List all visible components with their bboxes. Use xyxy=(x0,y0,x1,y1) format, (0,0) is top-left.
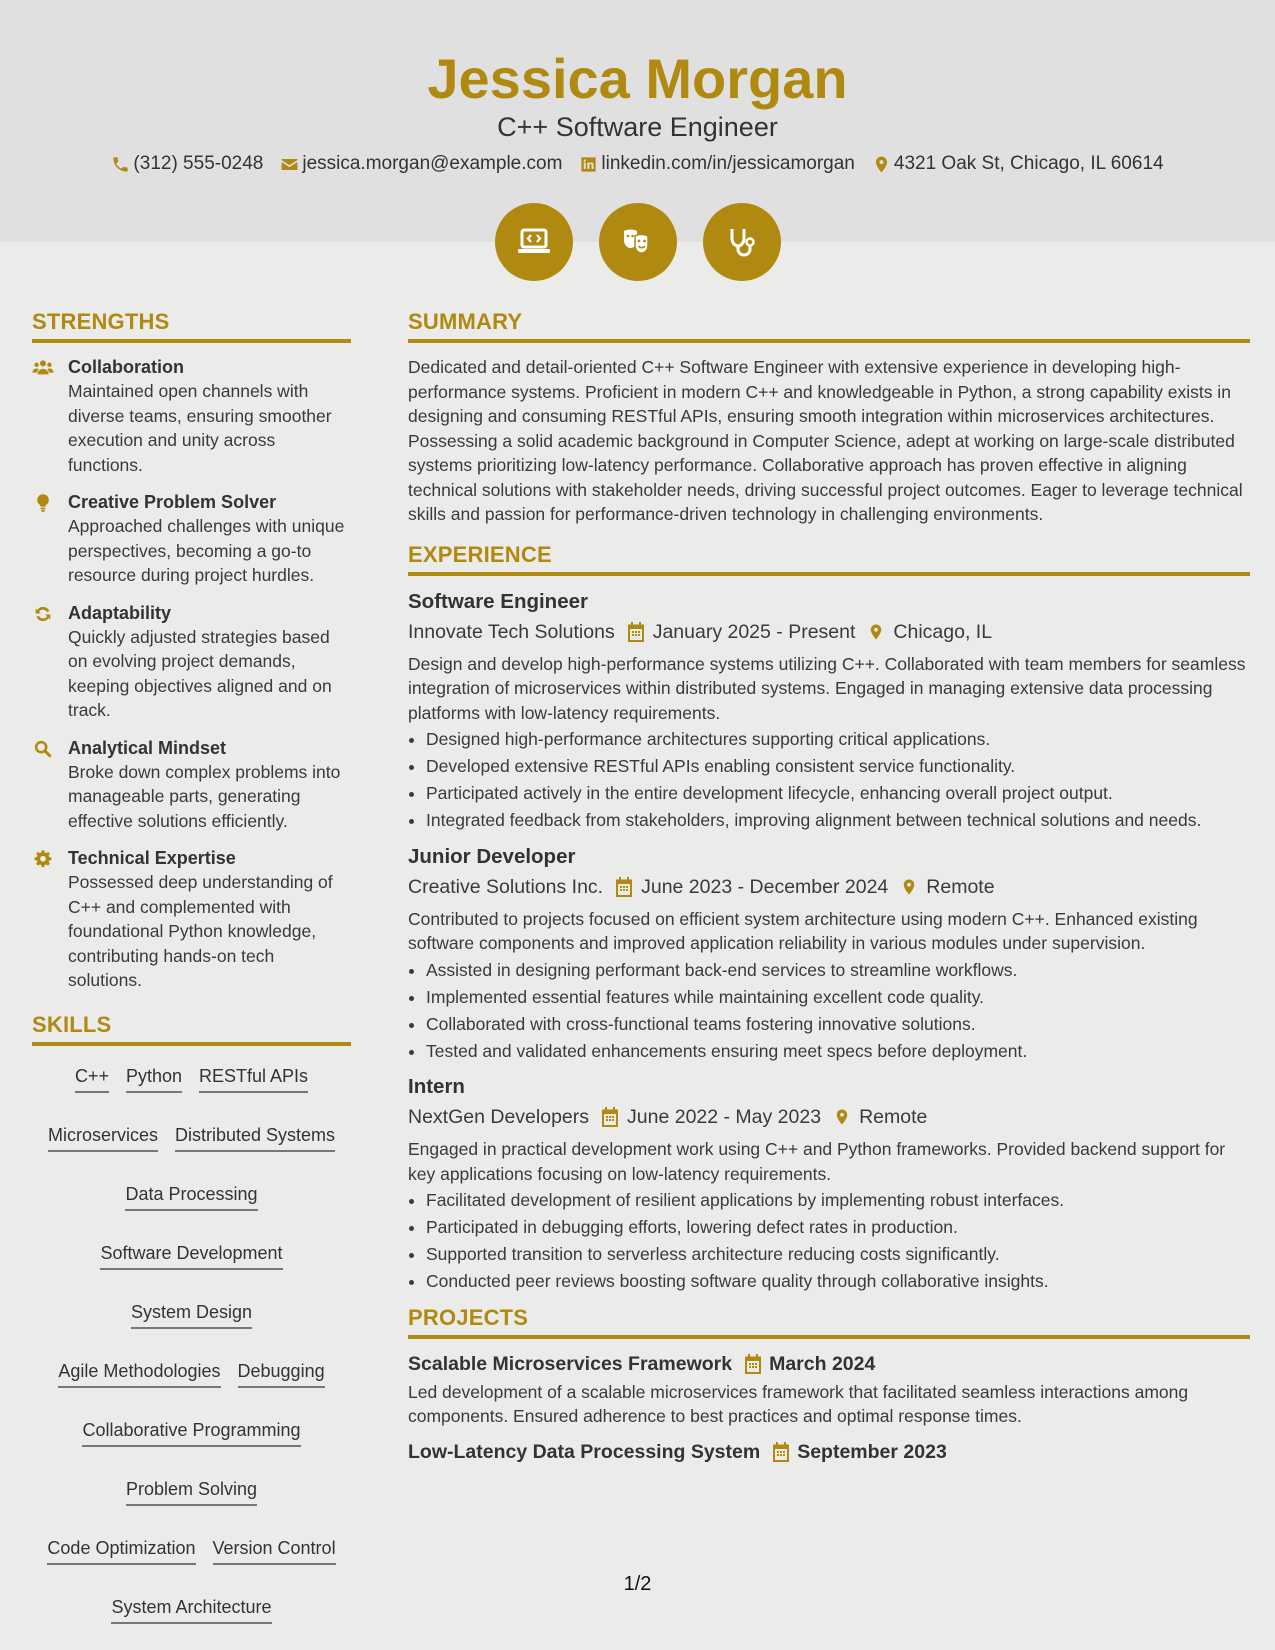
project-date: September 2023 xyxy=(797,1440,947,1463)
bullet-item: • Facilitated development of resilient applications by implementing robust interfaces. xyxy=(426,1188,1250,1213)
calendar-icon xyxy=(744,1354,762,1374)
strength-title: Technical Expertise xyxy=(68,848,236,868)
search-icon xyxy=(32,739,54,759)
skill-tag: Problem Solving xyxy=(126,1477,257,1506)
bullet-item: • Conducted peer reviews boosting software quality through collaborative insights. xyxy=(426,1269,1250,1294)
bullet-item: • Assisted in designing performant back-end services to streamline workflows. xyxy=(426,958,1250,983)
badge-stethoscope xyxy=(703,203,781,281)
strengths-heading: STRENGTHS xyxy=(32,308,351,343)
strength-title: Analytical Mindset xyxy=(68,737,227,758)
job-location: Remote xyxy=(859,1106,928,1128)
strength-title: Collaboration xyxy=(68,357,184,377)
contact-linkedin[interactable] xyxy=(579,151,854,177)
map-pin-icon xyxy=(833,1107,851,1127)
job-location: Remote xyxy=(926,875,995,898)
job-dates: June 2023 - December 2024 xyxy=(641,875,889,898)
skill-tag: RESTful APIs xyxy=(199,1064,308,1093)
laptop-code-icon xyxy=(514,222,554,262)
skill-tag: Software Development xyxy=(100,1241,282,1270)
strength-title: Creative Problem Solver xyxy=(68,492,277,512)
strength-item xyxy=(32,846,351,993)
job-location: Chicago, IL xyxy=(893,620,993,643)
contact-address xyxy=(872,151,1164,177)
bullet-item: • Participated in debugging efforts, lowering defect rates in production. xyxy=(426,1215,1250,1240)
lightbulb-icon xyxy=(32,493,54,513)
skill-tag: Microservices xyxy=(48,1123,158,1152)
badge-masks xyxy=(599,203,677,281)
job-description: Contributed to projects focused on efficient system architecture using modern C++. Enhanced existing software components and improved application reliability in various modules under supervision. xyxy=(408,908,1198,953)
job-company: NextGen Developers xyxy=(408,1106,590,1128)
gear-icon xyxy=(32,849,54,869)
map-pin-icon xyxy=(900,877,918,897)
calendar-icon xyxy=(601,1107,619,1127)
job-description: Design and develop high-performance systems utilizing C++. Collaborated with team members for seamless integration of microservices within distributed systems. Engaged in managing extensive data processing platforms with low-latency requirements. xyxy=(408,653,1246,723)
strength-desc: Approached challenges with unique perspectives, becoming a go-to resource during project hurdles. xyxy=(68,516,345,585)
job-meta xyxy=(408,618,1250,646)
project-name: Low-Latency Data Processing System xyxy=(408,1440,761,1463)
skill-tag: System Design xyxy=(131,1300,252,1329)
skill-tag: System Architecture xyxy=(111,1595,271,1624)
strength-item xyxy=(32,355,351,477)
bullet-item: • Designed high-performance architectures supporting critical applications. xyxy=(426,727,1250,752)
candidate-role: C++ Software Engineer xyxy=(497,112,778,142)
skill-tag: Python xyxy=(126,1064,182,1093)
job-bullets xyxy=(408,1188,1250,1294)
job-title: Junior Developer xyxy=(408,844,576,868)
right-column xyxy=(408,308,1250,1475)
job-company: Creative Solutions Inc. xyxy=(408,875,604,898)
strength-desc: Broke down complex problems into manageable parts, generating effective solutions efficiently. xyxy=(68,761,341,831)
page-number: 1/2 xyxy=(623,1573,652,1595)
strength-desc: Maintained open channels with diverse teams, ensuring smoother execution and unity across functions. xyxy=(68,381,332,475)
bullet-item: • Implemented essential features while maintaining excellent code quality. xyxy=(426,985,1250,1010)
projects-heading: PROJECTS xyxy=(408,1304,1250,1339)
envelope-icon xyxy=(280,155,299,174)
skills-list xyxy=(32,1060,351,1624)
skill-tag: Debugging xyxy=(238,1359,325,1388)
job-title: Software Engineer xyxy=(408,589,588,613)
project-date: March 2024 xyxy=(769,1352,876,1375)
job-bullets xyxy=(408,727,1250,833)
job-dates: January 2025 - Present xyxy=(652,620,856,643)
badge-laptop xyxy=(495,203,573,281)
badge-icons xyxy=(0,203,1275,281)
job-meta xyxy=(408,873,1250,901)
skill-tag: Code Optimization xyxy=(47,1536,195,1565)
bullet-item: • Collaborated with cross-functional teams fostering innovative solutions. xyxy=(426,1012,1250,1037)
contact-phone[interactable] xyxy=(111,151,263,177)
phone-text: (312) 555-0248 xyxy=(133,153,264,174)
job-title: Intern xyxy=(408,1075,465,1098)
calendar-icon xyxy=(627,622,645,642)
calendar-icon xyxy=(772,1442,790,1462)
contact-email[interactable] xyxy=(280,151,562,177)
bullet-item: • Tested and validated enhancements ensuring meet specs before deployment. xyxy=(426,1039,1250,1064)
strength-item xyxy=(32,736,351,834)
summary-text: Dedicated and detail-oriented C++ Software Engineer with extensive experience in developing high-performance systems. Proficient in modern C++ and knowledgeable in Python, a strong capability exists in designing and consuming RESTful APIs, ensuring smooth integration within microservices architectures. Possessing a solid academic background in Computer Science, adept at working on large-scale distributed systems prioritizing low-latency performance. Collaborative approach has proven effective in aligning technical solutions with stakeholder needs, driving successful project outcomes. Eager to leverage technical skills and passion for performance-driven technology in challenging environments. xyxy=(408,357,1243,524)
phone-icon xyxy=(111,155,130,174)
job-description: Engaged in practical development work using C++ and Python frameworks. Provided backend support for key applications focusing on low-latency requirements. xyxy=(408,1139,1226,1184)
strength-desc: Quickly adjusted strategies based on evolving project demands, keeping objectives aligned and on track. xyxy=(68,626,332,720)
stethoscope-icon xyxy=(722,222,762,262)
bullet-item: • Developed extensive RESTful APIs enabling consistent service functionality. xyxy=(426,754,1250,779)
job-entry xyxy=(408,588,1250,833)
users-icon xyxy=(32,358,54,378)
strength-item xyxy=(32,490,351,588)
strength-desc: Possessed deep understanding of C++ and complemented with foundational Python knowledge, contributing hands-on tech solutions. xyxy=(68,872,333,990)
bullet-item: • Supported transition to serverless architecture reducing costs significantly. xyxy=(426,1242,1250,1267)
strength-item xyxy=(32,601,351,723)
email-text: jessica.morgan@example.com xyxy=(302,153,563,174)
summary-heading: SUMMARY xyxy=(408,308,1250,343)
skills-heading: SKILLS xyxy=(32,1011,351,1046)
left-column xyxy=(32,308,351,1624)
map-pin-icon xyxy=(872,155,891,174)
project-entry xyxy=(408,1351,1250,1429)
project-description: Led development of a scalable microservices framework that facilitated seamless interactions among components. Ensured adherence to best practices and optimal response times. xyxy=(408,1381,1189,1426)
skill-tag: Collaborative Programming xyxy=(82,1418,300,1447)
job-company: Innovate Tech Solutions xyxy=(408,620,615,643)
linkedin-text: linkedin.com/in/jessicamorgan xyxy=(601,153,855,174)
project-entry xyxy=(408,1439,1250,1465)
job-entry xyxy=(408,843,1250,1064)
project-name: Scalable Microservices Framework xyxy=(408,1352,733,1375)
bullet-item: • Participated actively in the entire development lifecycle, enhancing overall project output. xyxy=(426,781,1250,806)
job-meta xyxy=(408,1103,1250,1131)
skill-tag: Data Processing xyxy=(125,1182,257,1211)
strength-title: Adaptability xyxy=(68,602,172,623)
bullet-item: • Integrated feedback from stakeholders, improving alignment between technical solutions and needs. xyxy=(426,808,1250,833)
map-pin-icon xyxy=(867,622,885,642)
job-bullets xyxy=(408,958,1250,1064)
contact-row xyxy=(0,151,1275,177)
skill-tag: C++ xyxy=(75,1064,109,1093)
linkedin-icon xyxy=(579,155,598,174)
job-entry xyxy=(408,1073,1250,1294)
theater-masks-icon xyxy=(618,222,658,262)
calendar-icon xyxy=(615,877,633,897)
experience-heading: EXPERIENCE xyxy=(408,541,1250,576)
skill-tag: Agile Methodologies xyxy=(58,1359,220,1388)
sync-icon xyxy=(32,604,54,624)
candidate-name: Jessica Morgan xyxy=(427,47,848,110)
job-dates: June 2022 - May 2023 xyxy=(627,1106,822,1128)
skill-tag: Version Control xyxy=(213,1536,336,1565)
address-text: 4321 Oak St, Chicago, IL 60614 xyxy=(893,153,1164,174)
skill-tag: Distributed Systems xyxy=(175,1123,335,1152)
